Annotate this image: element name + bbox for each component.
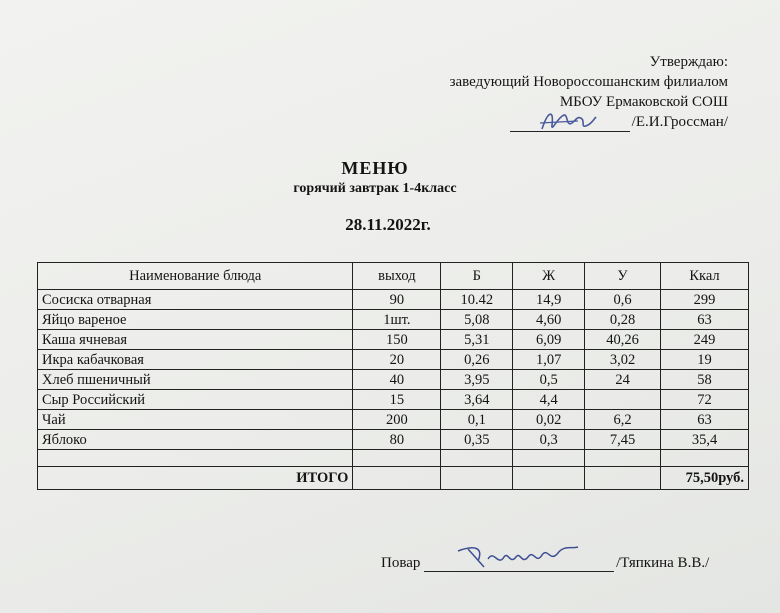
menu-date: 28.11.2022г. <box>345 215 431 234</box>
table-row-empty <box>38 450 749 467</box>
dish-name: Яйцо вареное <box>38 310 353 330</box>
cook-signature-line <box>424 555 614 572</box>
dish-carbs: 7,45 <box>585 430 661 450</box>
dish-fat: 0,3 <box>513 430 585 450</box>
dish-output: 90 <box>353 290 441 310</box>
table-row <box>38 310 749 330</box>
dish-output: 80 <box>353 430 441 450</box>
dish-fat: 6,09 <box>513 330 585 350</box>
header-fat: Ж <box>513 263 585 290</box>
dish-name: Сосиска отварная <box>38 290 353 310</box>
cook-label: Повар <box>381 555 421 571</box>
table-total-row <box>38 467 749 490</box>
approval-organization: МБОУ Ермаковской СОШ <box>559 94 728 110</box>
dish-kcal: 299 <box>661 290 749 310</box>
dish-output: 1шт. <box>353 310 441 330</box>
dish-kcal: 58 <box>661 370 749 390</box>
dish-name: Яблоко <box>38 430 353 450</box>
dish-fat: 0,5 <box>513 370 585 390</box>
header-output: выход <box>353 263 441 290</box>
dish-protein: 0,35 <box>441 430 513 450</box>
menu-heading <box>0 158 780 235</box>
dish-carbs: 6,2 <box>585 410 661 430</box>
menu-title: МЕНЮ <box>341 158 409 178</box>
cook-signature-scribble <box>454 541 584 571</box>
approval-position: заведующий Новороссошанским филиалом <box>449 74 728 90</box>
dish-output: 15 <box>353 390 441 410</box>
dish-protein: 3,64 <box>441 390 513 410</box>
dish-output: 200 <box>353 410 441 430</box>
dish-carbs <box>585 390 661 410</box>
dish-kcal: 72 <box>661 390 749 410</box>
dish-carbs: 0,28 <box>585 310 661 330</box>
header-carbs: У <box>585 263 661 290</box>
menu-subtitle: горячий завтрак 1-4класс <box>293 181 457 196</box>
dish-carbs: 3,02 <box>585 350 661 370</box>
approval-title: Утверждаю: <box>649 54 728 70</box>
dish-output: 150 <box>353 330 441 350</box>
approval-signer: /Е.И.Гроссман/ <box>631 114 728 130</box>
dish-kcal: 63 <box>661 410 749 430</box>
table-row <box>38 330 749 350</box>
approval-signature-row <box>450 112 728 132</box>
table-row <box>38 430 749 450</box>
approval-signature-scribble <box>538 107 598 135</box>
table-row <box>38 290 749 310</box>
total-sum: 75,50руб. <box>661 467 749 490</box>
dish-fat: 4,4 <box>513 390 585 410</box>
cook-name: /Тяпкина В.В./ <box>616 555 710 571</box>
table-row <box>38 410 749 430</box>
dish-fat: 14,9 <box>513 290 585 310</box>
dish-kcal: 19 <box>661 350 749 370</box>
dish-carbs: 0,6 <box>585 290 661 310</box>
dish-protein: 3,95 <box>441 370 513 390</box>
dish-output: 40 <box>353 370 441 390</box>
table-row <box>38 370 749 390</box>
dish-protein: 5,08 <box>441 310 513 330</box>
header-protein: Б <box>441 263 513 290</box>
dish-fat: 1,07 <box>513 350 585 370</box>
approval-block <box>450 52 728 132</box>
dish-kcal: 249 <box>661 330 749 350</box>
dish-name: Икра кабачковая <box>38 350 353 370</box>
dish-fat: 0,02 <box>513 410 585 430</box>
menu-table <box>37 262 749 490</box>
table-row <box>38 350 749 370</box>
dish-carbs: 24 <box>585 370 661 390</box>
header-kcal: Ккал <box>661 263 749 290</box>
dish-kcal: 63 <box>661 310 749 330</box>
dish-name: Каша ячневая <box>38 330 353 350</box>
dish-protein: 0,1 <box>441 410 513 430</box>
table-row <box>38 390 749 410</box>
header-name: Наименование блюда <box>38 263 353 290</box>
dish-name: Сыр Российский <box>38 390 353 410</box>
dish-name: Хлеб пшеничный <box>38 370 353 390</box>
dish-name: Чай <box>38 410 353 430</box>
cook-signature-block <box>381 555 709 572</box>
table-header-row <box>38 263 749 290</box>
total-label: ИТОГО <box>38 467 353 490</box>
dish-output: 20 <box>353 350 441 370</box>
approval-signature-line <box>510 115 630 132</box>
dish-fat: 4,60 <box>513 310 585 330</box>
dish-protein: 10.42 <box>441 290 513 310</box>
dish-carbs: 40,26 <box>585 330 661 350</box>
dish-protein: 5,31 <box>441 330 513 350</box>
dish-kcal: 35,4 <box>661 430 749 450</box>
dish-protein: 0,26 <box>441 350 513 370</box>
